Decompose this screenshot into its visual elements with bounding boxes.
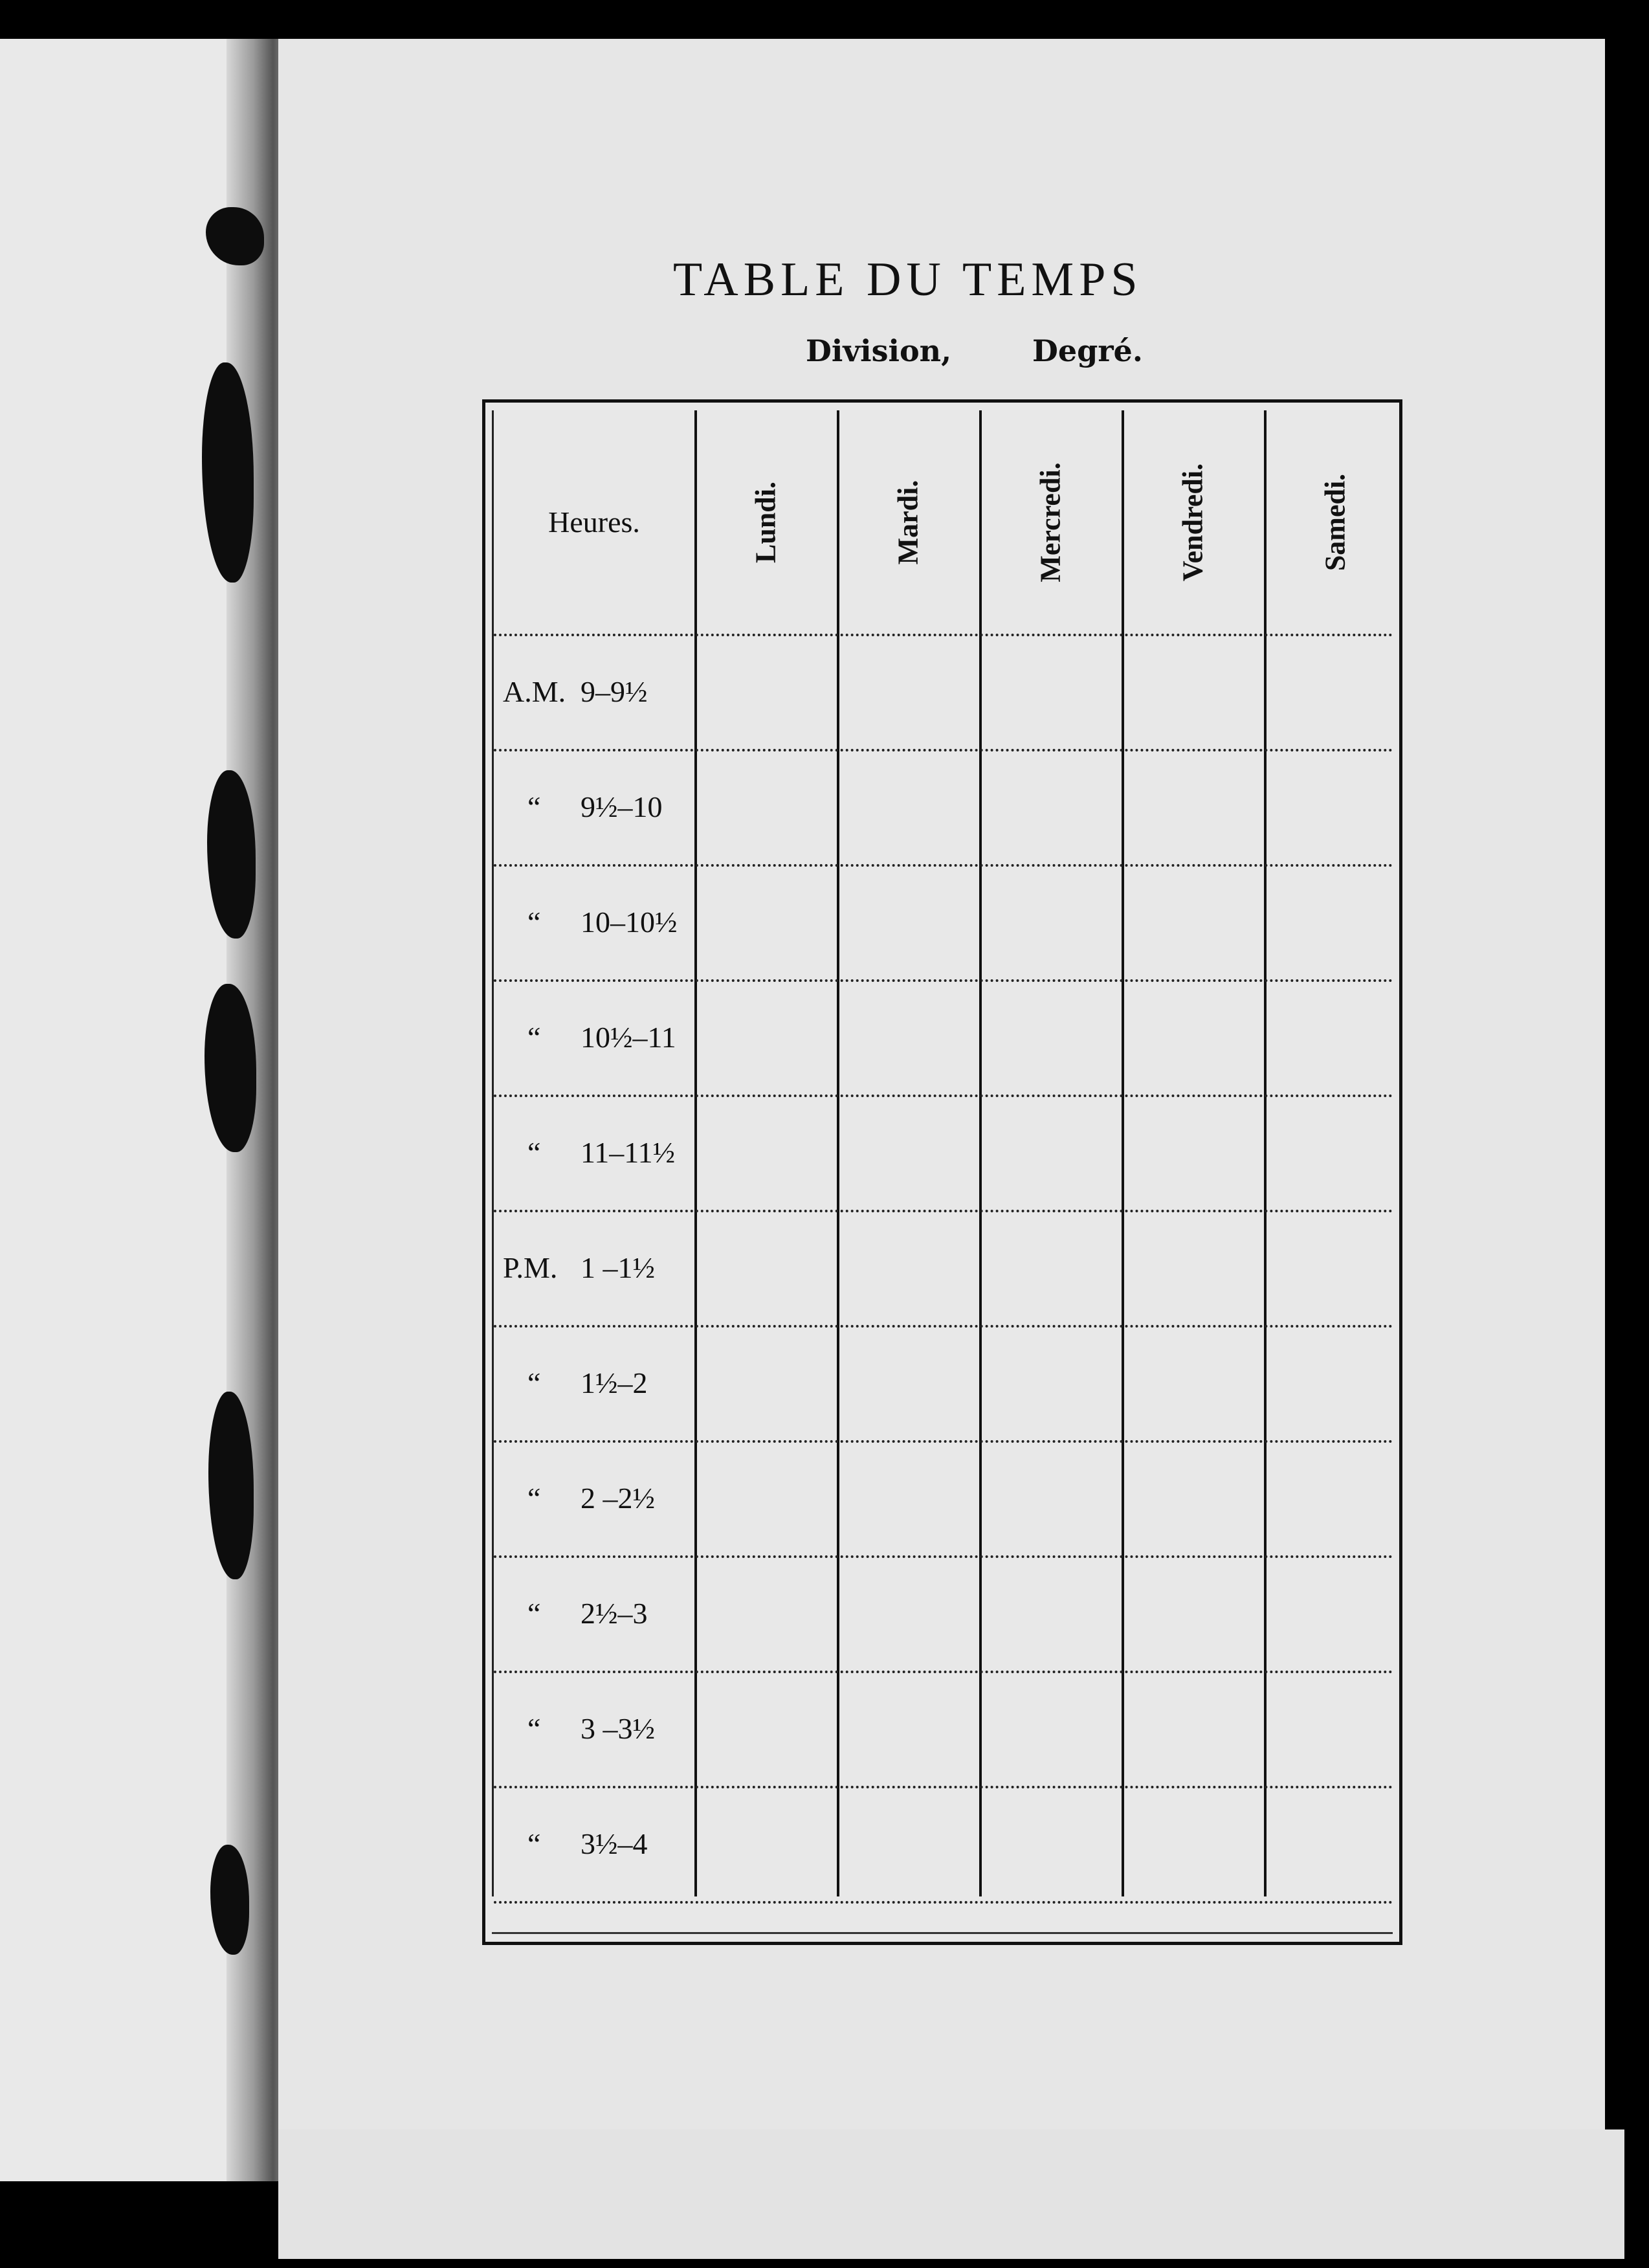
day-header-tuesday: Mardi. — [892, 480, 924, 564]
time-slot: A.M. 9–9½ — [503, 674, 648, 708]
hours-header: Heures. — [548, 506, 640, 539]
time-slot: “ 10½–11 — [527, 1020, 676, 1054]
facing-page — [0, 39, 241, 2181]
time-slot: “ 3 –3½ — [527, 1711, 655, 1745]
degree-label: Degré. — [1032, 333, 1143, 368]
time-slot: P.M. 1 –1½ — [503, 1251, 655, 1284]
time-slot: “ 2 –2½ — [527, 1481, 655, 1515]
time-slot: “ 3½–4 — [527, 1827, 648, 1860]
time-slot: “ 9½–10 — [527, 790, 663, 823]
time-slot: “ 1½–2 — [527, 1366, 648, 1399]
day-header-friday: Vendredi. — [1177, 463, 1209, 581]
day-header-monday: Lundi. — [749, 481, 782, 563]
division-label: Division, — [806, 333, 952, 368]
day-header-wednesday: Mercredi. — [1034, 461, 1067, 583]
table-bottom-rule — [492, 1932, 1393, 1934]
time-slot: “ 2½–3 — [527, 1596, 648, 1630]
row-rule — [494, 1901, 1393, 1904]
timetable — [482, 399, 1402, 1945]
page-title: TABLE DU TEMPS — [673, 253, 1143, 306]
page-edge — [278, 2129, 1624, 2259]
timetable-grid — [492, 410, 1393, 1896]
day-header-saturday: Samedi. — [1319, 473, 1351, 571]
time-slot: “ 11–11½ — [527, 1135, 676, 1169]
time-slot: “ 10–10½ — [527, 905, 678, 939]
